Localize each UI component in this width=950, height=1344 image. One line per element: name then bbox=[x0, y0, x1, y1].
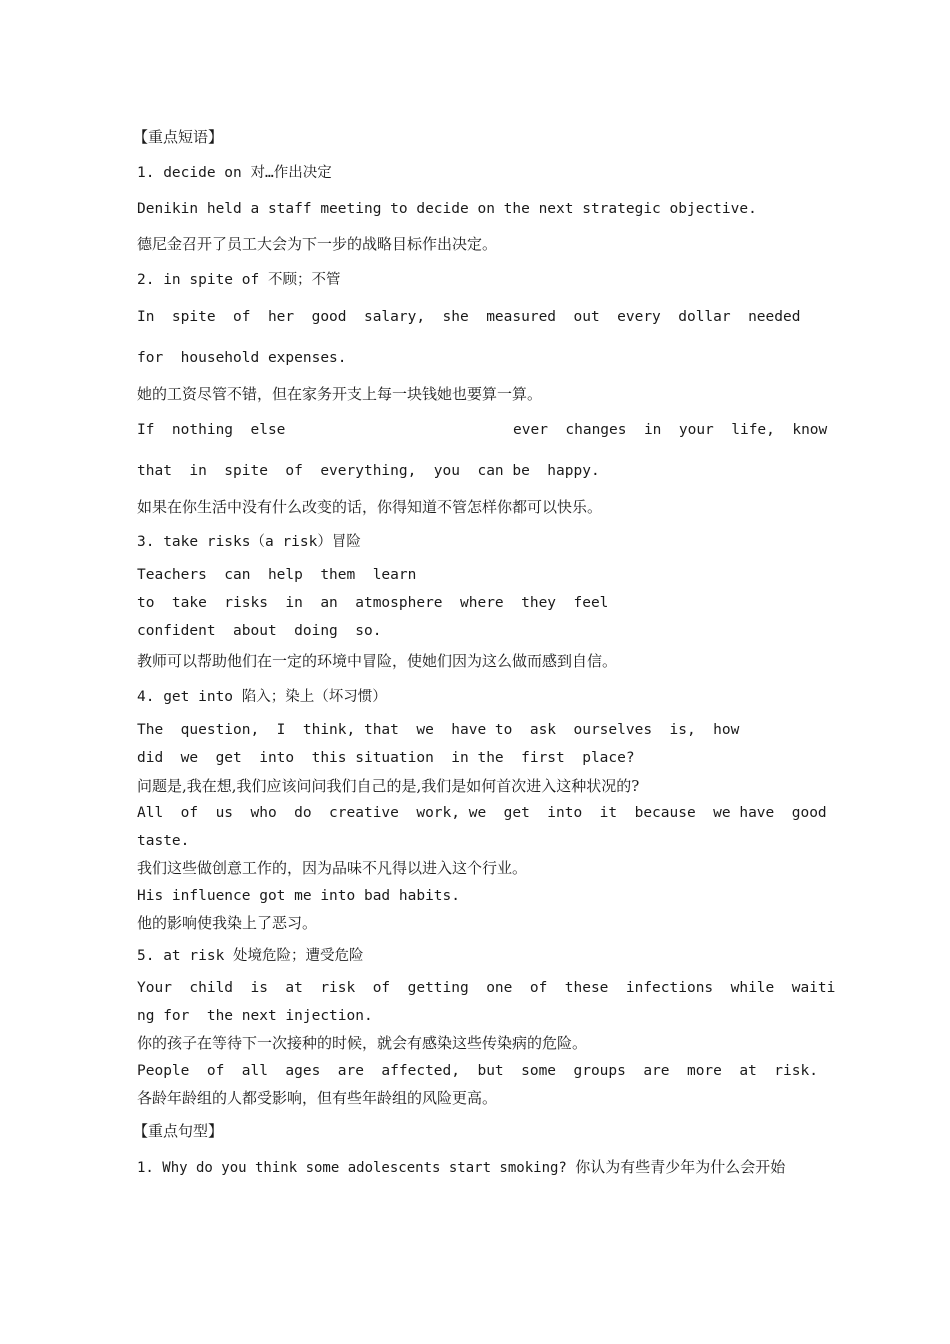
phrase-5-example-2-zh: 各龄年龄组的人都受影响，但有些年龄组的风险更高。 bbox=[137, 1089, 498, 1107]
phrase-2-example-2-en-line1b: ever changes in your life, know bbox=[513, 422, 828, 438]
sentence-1-zh: 你认为有些青少年为什么会开始 bbox=[575, 1158, 786, 1176]
phrase-3-example-en-line3: confident about doing so. bbox=[137, 623, 382, 639]
phrase-4-heading: 4. get into 陷入；染上（坏习惯） bbox=[137, 689, 387, 705]
phrase-4-example-1-en-line2: did we get into this situation in the first place? bbox=[137, 750, 635, 766]
phrase-1-heading: 1. decide on 对…作出决定 bbox=[137, 165, 332, 181]
sentence-1 bbox=[137, 1157, 785, 1178]
phrase-4-example-2-en-line2: taste. bbox=[137, 833, 190, 849]
phrase-5-example-1-en-line1: Your child is at risk of getting one of these infections while waiti bbox=[137, 980, 836, 996]
phrase-2-example-2-zh: 如果在你生活中没有什么改变的话，你得知道不管怎样你都可以快乐。 bbox=[137, 498, 603, 516]
phrase-2-example-2-en-line2: that in spite of everything, you can be happy. bbox=[137, 463, 600, 479]
phrase-2-example-1-en-line2: for household expenses. bbox=[137, 350, 347, 366]
phrase-4-example-3-en: His influence got me into bad habits. bbox=[137, 888, 461, 904]
phrase-1-example-zh: 德尼金召开了员工大会为下一步的战略目标作出决定。 bbox=[137, 235, 498, 253]
phrase-3-example-en-line2: to take risks in an atmosphere where they feel bbox=[137, 595, 609, 611]
phrase-5-heading: 5. at risk 处境危险；遭受危险 bbox=[137, 948, 364, 964]
phrase-4-example-1-zh: 问题是,我在想,我们应该问问我们自己的是,我们是如何首次进入这种状况的? bbox=[137, 777, 640, 795]
phrase-3-example-zh: 教师可以帮助他们在一定的环境中冒险，使她们因为这么做而感到自信。 bbox=[137, 652, 618, 670]
section-title-key-phrases: 【重点短语】 bbox=[133, 128, 224, 146]
phrase-3-heading: 3. take risks（a risk）冒险 bbox=[137, 534, 361, 550]
phrase-2-example-1-zh: 她的工资尽管不错，但在家务开支上每一块钱她也要算一算。 bbox=[137, 385, 543, 403]
phrase-2-example-2-en-line1a: If nothing else bbox=[137, 422, 286, 438]
phrase-5-example-1-zh: 你的孩子在等待下一次接种的时候，就会有感染这些传染病的危险。 bbox=[137, 1034, 588, 1052]
phrase-4-example-1-en-line1: The question, I think, that we have to ask ourselves is, how bbox=[137, 722, 740, 738]
phrase-3-example-en-line1: Teachers can help them learn bbox=[137, 567, 417, 583]
section-title-key-sentences: 【重点句型】 bbox=[133, 1122, 224, 1140]
phrase-4-example-2-zh: 我们这些做创意工作的，因为品味不凡得以进入这个行业。 bbox=[137, 859, 528, 877]
phrase-1-example-en: Denikin held a staff meeting to decide on the next strategic objective. bbox=[137, 201, 757, 217]
phrase-4-example-2-en-line1: All of us who do creative work, we get into it because we have good bbox=[137, 805, 827, 821]
phrase-2-heading: 2. in spite of 不顾；不管 bbox=[137, 272, 341, 288]
phrase-5-example-1-en-line2: ng for the next injection. bbox=[137, 1008, 373, 1024]
sentence-1-en: 1. Why do you think some adolescents start smoking? bbox=[137, 1160, 576, 1176]
phrase-2-example-1-en-line1: In spite of her good salary, she measured out every dollar needed bbox=[137, 309, 801, 325]
phrase-5-example-2-en: People of all ages are affected, but some groups are more at risk. bbox=[137, 1063, 818, 1079]
phrase-4-example-3-zh: 他的影响使我染上了恶习。 bbox=[137, 914, 318, 932]
